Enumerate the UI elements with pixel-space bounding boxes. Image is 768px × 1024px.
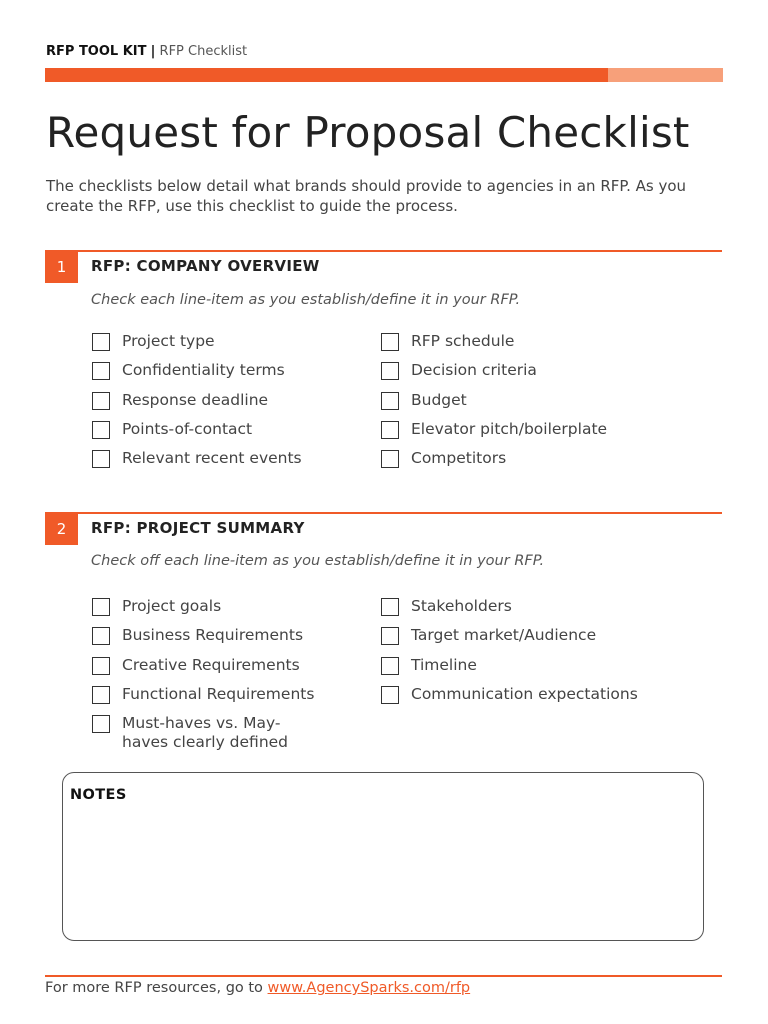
checkbox[interactable] xyxy=(381,333,399,351)
page-title: Request for Proposal Checklist xyxy=(46,108,690,157)
notes-box[interactable] xyxy=(62,772,704,941)
header-separator: | xyxy=(150,44,156,59)
checklist-item[interactable] xyxy=(92,597,322,626)
checklist-item-label: Stakeholders xyxy=(411,597,512,615)
checklist-item[interactable] xyxy=(92,714,322,752)
section-2-title: RFP: PROJECT SUMMARY xyxy=(91,519,305,537)
section-1-title: RFP: COMPANY OVERVIEW xyxy=(91,257,320,275)
checklist-item-label: Must-haves vs. May-haves clearly defined xyxy=(122,714,289,752)
checkbox[interactable] xyxy=(92,715,110,733)
checklist-item[interactable] xyxy=(92,391,302,420)
checkbox[interactable] xyxy=(92,627,110,645)
checkbox[interactable] xyxy=(92,362,110,380)
checklist-item[interactable] xyxy=(92,449,302,478)
checkbox[interactable] xyxy=(92,598,110,616)
checklist-item-label: Creative Requirements xyxy=(122,655,300,674)
footer-link[interactable]: www.AgencySparks.com/rfp xyxy=(267,980,471,996)
checklist-item[interactable] xyxy=(92,332,302,361)
checklist-item[interactable] xyxy=(381,391,607,420)
footer-text: For more RFP resources, go to xyxy=(45,980,268,996)
checklist-item-label: Confidentiality terms xyxy=(122,361,285,380)
checkbox[interactable] xyxy=(381,598,399,616)
checklist-item-label: Timeline xyxy=(411,655,477,674)
checkbox[interactable] xyxy=(92,392,110,410)
checkbox[interactable] xyxy=(381,450,399,468)
checkbox[interactable] xyxy=(381,657,399,675)
footer-rule xyxy=(45,975,722,977)
footer xyxy=(45,980,470,996)
checklist-item[interactable] xyxy=(92,361,302,390)
section-1-right-list xyxy=(381,332,607,478)
checkbox[interactable] xyxy=(92,421,110,439)
checklist-item[interactable] xyxy=(381,656,638,685)
checkbox[interactable] xyxy=(92,333,110,351)
checkbox[interactable] xyxy=(381,686,399,704)
doc-label: RFP Checklist xyxy=(159,44,248,59)
checklist-item[interactable] xyxy=(381,332,607,361)
checklist-item[interactable] xyxy=(92,420,302,449)
checklist-item[interactable] xyxy=(381,449,607,478)
page-header xyxy=(46,44,247,59)
section-1-left-list xyxy=(92,332,302,478)
checklist-item-label: Relevant recent events xyxy=(122,449,302,468)
checkbox[interactable] xyxy=(92,686,110,704)
checklist-item[interactable] xyxy=(381,361,607,390)
checklist-item-label: Target market/Audience xyxy=(411,626,597,645)
checkbox[interactable] xyxy=(92,657,110,675)
section-2-right-list xyxy=(381,597,638,714)
checklist-item[interactable] xyxy=(92,656,322,685)
checklist-item[interactable] xyxy=(381,626,638,655)
checkbox[interactable] xyxy=(381,362,399,380)
checklist-item-label: Budget xyxy=(411,390,467,409)
checkbox[interactable] xyxy=(381,392,399,410)
section-2-rule xyxy=(45,512,722,514)
checkbox[interactable] xyxy=(92,450,110,468)
checklist-item-label: Competitors xyxy=(411,449,507,468)
checklist-item-label: Project goals xyxy=(122,597,222,615)
section-2-instruction: Check off each line-item as you establish/define it in your RFP. xyxy=(91,553,545,569)
checklist-item-label: Response deadline xyxy=(122,390,269,409)
notes-title: NOTES xyxy=(70,787,127,803)
checkbox[interactable] xyxy=(381,627,399,645)
checklist-item-label: Project type xyxy=(122,332,215,350)
checklist-item-label: Communication expectations xyxy=(411,684,638,703)
checklist-item-label: Points-of-contact xyxy=(122,419,253,438)
intro-paragraph: The checklists below detail what brands should provide to agencies in an RFP. As you create the RFP, use this checklist to guide the process. xyxy=(46,177,687,215)
header-accent-bar xyxy=(45,68,608,82)
checklist-item-label: Decision criteria xyxy=(411,361,537,380)
checklist-item[interactable] xyxy=(92,685,322,714)
checklist-item-label: Business Requirements xyxy=(122,626,304,645)
section-1-number: 1 xyxy=(45,251,78,283)
section-2-number: 2 xyxy=(45,513,78,545)
section-2-left-list xyxy=(92,597,322,752)
checklist-item[interactable] xyxy=(381,420,607,449)
header-accent-bar-light xyxy=(608,68,723,82)
section-1-rule xyxy=(45,250,722,252)
section-1-instruction: Check each line-item as you establish/define it in your RFP. xyxy=(91,292,521,308)
checkbox[interactable] xyxy=(381,421,399,439)
checklist-item-label: RFP schedule xyxy=(411,332,515,350)
checklist-item-label: Functional Requirements xyxy=(122,684,315,703)
kit-label: RFP TOOL KIT xyxy=(46,44,147,59)
checklist-item[interactable] xyxy=(381,685,638,714)
checklist-item[interactable] xyxy=(381,597,638,626)
checklist-item[interactable] xyxy=(92,626,322,655)
checklist-item-label: Elevator pitch/boilerplate xyxy=(411,419,608,438)
